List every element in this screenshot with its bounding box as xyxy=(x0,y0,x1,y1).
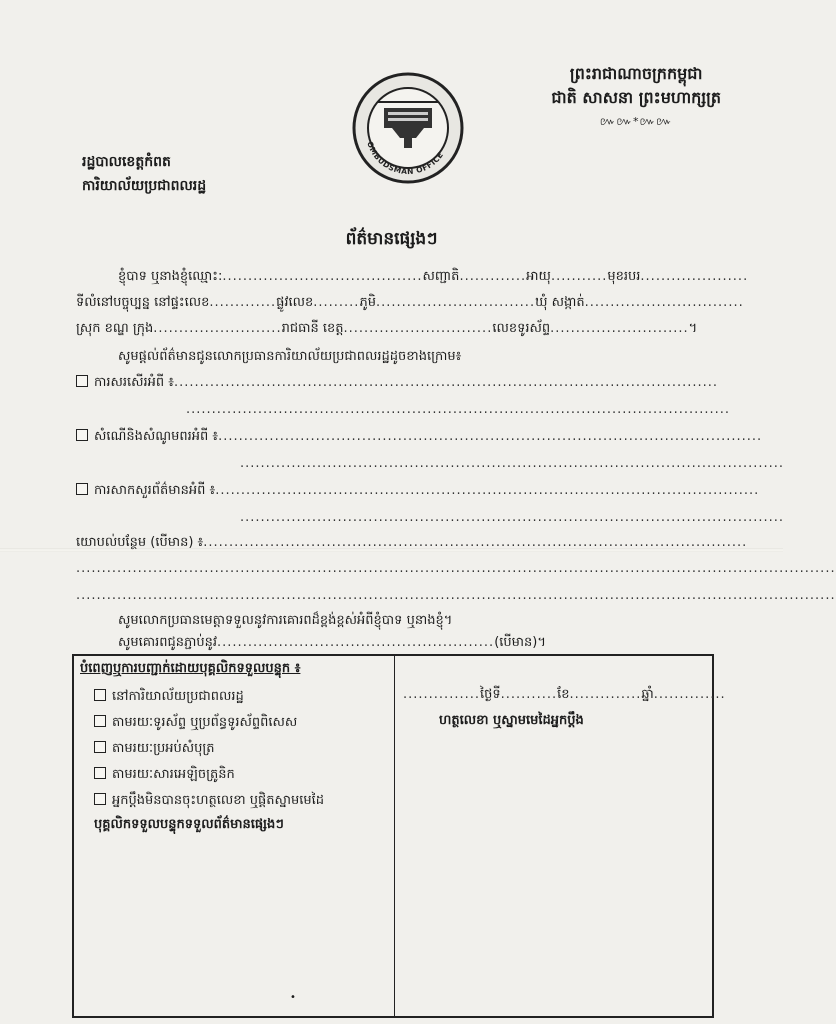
signature-column xyxy=(395,656,726,1016)
house-field[interactable]: ............. xyxy=(209,295,277,310)
request-field-2[interactable]: .......................................................................................................... xyxy=(240,456,785,471)
village-label: ភូមិ xyxy=(359,295,376,310)
inquiry-field-1[interactable]: .......................................................................................................... xyxy=(215,483,760,498)
attachment-field[interactable]: ...................................................... xyxy=(217,635,495,650)
age-label: អាយុ xyxy=(526,269,551,284)
option-email-checkbox[interactable] xyxy=(94,767,106,779)
date-row xyxy=(403,686,726,705)
name-label: ខ្ញុំបាទ ឬនាងខ្ញុំឈ្មោះ: xyxy=(118,269,223,284)
date-day-field[interactable]: ............... xyxy=(403,687,480,702)
option-mailbox xyxy=(94,740,214,759)
praise-row xyxy=(76,374,718,393)
day-label: ថ្ងៃទី xyxy=(480,687,501,702)
province-label: រាជធានី ខេត្ត xyxy=(281,321,344,336)
month-label: ខែ xyxy=(557,687,570,702)
option-office xyxy=(94,688,244,707)
motto-nation: ជាតិ សាសនា ព្រះមហាក្សត្រ xyxy=(551,88,721,107)
comments-field-3[interactable]: .................................................................................................................................................... xyxy=(76,588,836,603)
district-field[interactable]: ......................... xyxy=(153,321,282,336)
option-mailbox-checkbox[interactable] xyxy=(94,741,106,753)
request-row xyxy=(76,428,763,447)
option-unsigned-label: អ្នកប្តឹងមិនបានចុះហត្ថលេខា ឬផ្តិតស្នាមមេដៃ xyxy=(112,793,325,808)
option-email xyxy=(94,766,235,785)
option-phone xyxy=(94,714,297,733)
staff-receiver-label: បុគ្គលិកទទួលបន្ទុកទទួលព័ត៌មានផ្សេងៗ xyxy=(94,817,284,832)
option-phone-checkbox[interactable] xyxy=(94,715,106,727)
praise-field-2[interactable]: .......................................................................................................... xyxy=(186,402,731,417)
comments-field-1[interactable]: .......................................................................................................... xyxy=(203,535,748,550)
request-checkbox[interactable] xyxy=(76,429,88,441)
district-label: ស្រុក ខណ្ឌ ក្រុង xyxy=(76,321,154,336)
ink-mark: • xyxy=(290,992,296,1003)
staff-column xyxy=(74,656,395,1016)
logo-text: OMBUDSMAN OFFICE xyxy=(365,140,446,177)
attachment-optional: (បើមាន)។ xyxy=(494,635,546,650)
street-field[interactable]: ......... xyxy=(313,295,360,310)
option-unsigned-checkbox[interactable] xyxy=(94,793,106,805)
attachment-row xyxy=(118,634,546,653)
staff-heading: បំពេញឬការបញ្ជាក់ដោយបុគ្គលិកទទួលបន្ទុក ៖ xyxy=(80,661,301,676)
village-field[interactable]: ............................... xyxy=(375,295,536,310)
inquiry-field-2[interactable]: .......................................................................................................... xyxy=(240,510,785,525)
inquiry-checkbox[interactable] xyxy=(76,483,88,495)
name-line xyxy=(118,268,749,287)
issuing-authority xyxy=(82,150,206,198)
request-field-1[interactable]: .......................................................................................................... xyxy=(218,429,763,444)
inquiry-label: ការសាកសួរព័ត៌មានអំពី ៖ xyxy=(94,483,216,498)
nationality-label: សញ្ជាតិ xyxy=(422,269,460,284)
option-office-label: នៅការិយាល័យប្រជាពលរដ្ឋ xyxy=(112,689,244,704)
authority-office: ការិយាល័យប្រជាពលរដ្ឋ xyxy=(82,178,207,194)
name-field[interactable]: ....................................... xyxy=(222,269,423,284)
praise-checkbox[interactable] xyxy=(76,375,88,387)
date-year-trail[interactable]: .............. xyxy=(653,687,726,702)
age-field[interactable]: ........... xyxy=(550,269,608,284)
motto-ornament: ៚៚*៚៚ xyxy=(599,115,673,128)
option-mailbox-label: តាមរយៈប្រអប់សំបុត្រ xyxy=(112,741,215,756)
receipt-table xyxy=(72,654,726,1018)
line-end-mark: ។ xyxy=(688,321,698,336)
commune-label: ឃុំ សង្កាត់ xyxy=(535,295,585,310)
address-line-2 xyxy=(76,320,718,339)
date-month-field[interactable]: ........... xyxy=(500,687,558,702)
form-title: ព័ត៌មានផ្សេងៗ xyxy=(345,229,438,249)
national-motto xyxy=(551,62,721,134)
praise-label: ការសរសើរអំពី ៖ xyxy=(94,375,174,390)
motto-kingdom: ព្រះរាជាណាចក្រកម្ពុជា xyxy=(569,64,703,83)
phone-field[interactable]: ........................... xyxy=(550,321,689,336)
attachment-label: សូមគោរពជូនភ្ជាប់នូវ xyxy=(118,635,218,650)
signature-label: ហត្ថលេខា ឬស្នាមមេដៃអ្នកប្តឹង xyxy=(439,713,584,728)
comments-label: យោបល់បន្ថែម (បើមាន) ៖ xyxy=(76,535,204,550)
inquiry-row xyxy=(76,482,760,501)
option-email-label: តាមរយៈសារអេឡិចត្រូនិក xyxy=(112,767,235,782)
option-unsigned xyxy=(94,792,324,811)
comments-field-2[interactable]: .................................................................................................................................................... xyxy=(76,561,836,576)
option-office-checkbox[interactable] xyxy=(94,689,106,701)
date-year-field[interactable]: .............. xyxy=(569,687,642,702)
comments-row xyxy=(76,534,748,553)
nationality-field[interactable]: ............. xyxy=(459,269,527,284)
authority-province: រដ្ឋបាលខេត្តកំពត xyxy=(82,154,171,170)
phone-label: លេខទូរស័ព្ទ xyxy=(492,321,551,336)
request-label: សំណើនិងសំណូមពរអំពី ៖ xyxy=(94,429,219,444)
option-phone-label: តាមរយៈទូរស័ព្ទ ឬប្រព័ន្ធទូរស័ព្ទពិសេស xyxy=(112,715,298,730)
province-field[interactable]: ............................. xyxy=(343,321,493,336)
intro-text: សូមផ្តល់ព័ត៌មានជូនលោកប្រធានការិយាល័យប្រជាពលរដ្ឋដូចខាងក្រោម៖ xyxy=(118,349,462,364)
occupation-label: មុខរបរ xyxy=(607,269,641,284)
year-label: ឆ្នាំ xyxy=(641,687,654,702)
street-label: ផ្លូវលេខ xyxy=(276,295,314,310)
closing-respect: សូមលោកប្រធានមេត្តាទទួលនូវការគោរពដ៏ខ្ពង់ខ្ពស់អំពីខ្ញុំបាទ ឬនាងខ្ញុំ។ xyxy=(118,613,453,628)
house-label: ទីលំនៅបច្ចុប្បន្ន នៅផ្ទះលេខ xyxy=(76,295,210,310)
praise-field-1[interactable]: .......................................................................................................... xyxy=(174,375,719,390)
commune-field[interactable]: ............................... xyxy=(584,295,744,310)
ombudsman-seal-logo xyxy=(352,72,464,184)
address-line-1 xyxy=(76,294,744,313)
occupation-field[interactable]: ..................... xyxy=(640,269,749,284)
